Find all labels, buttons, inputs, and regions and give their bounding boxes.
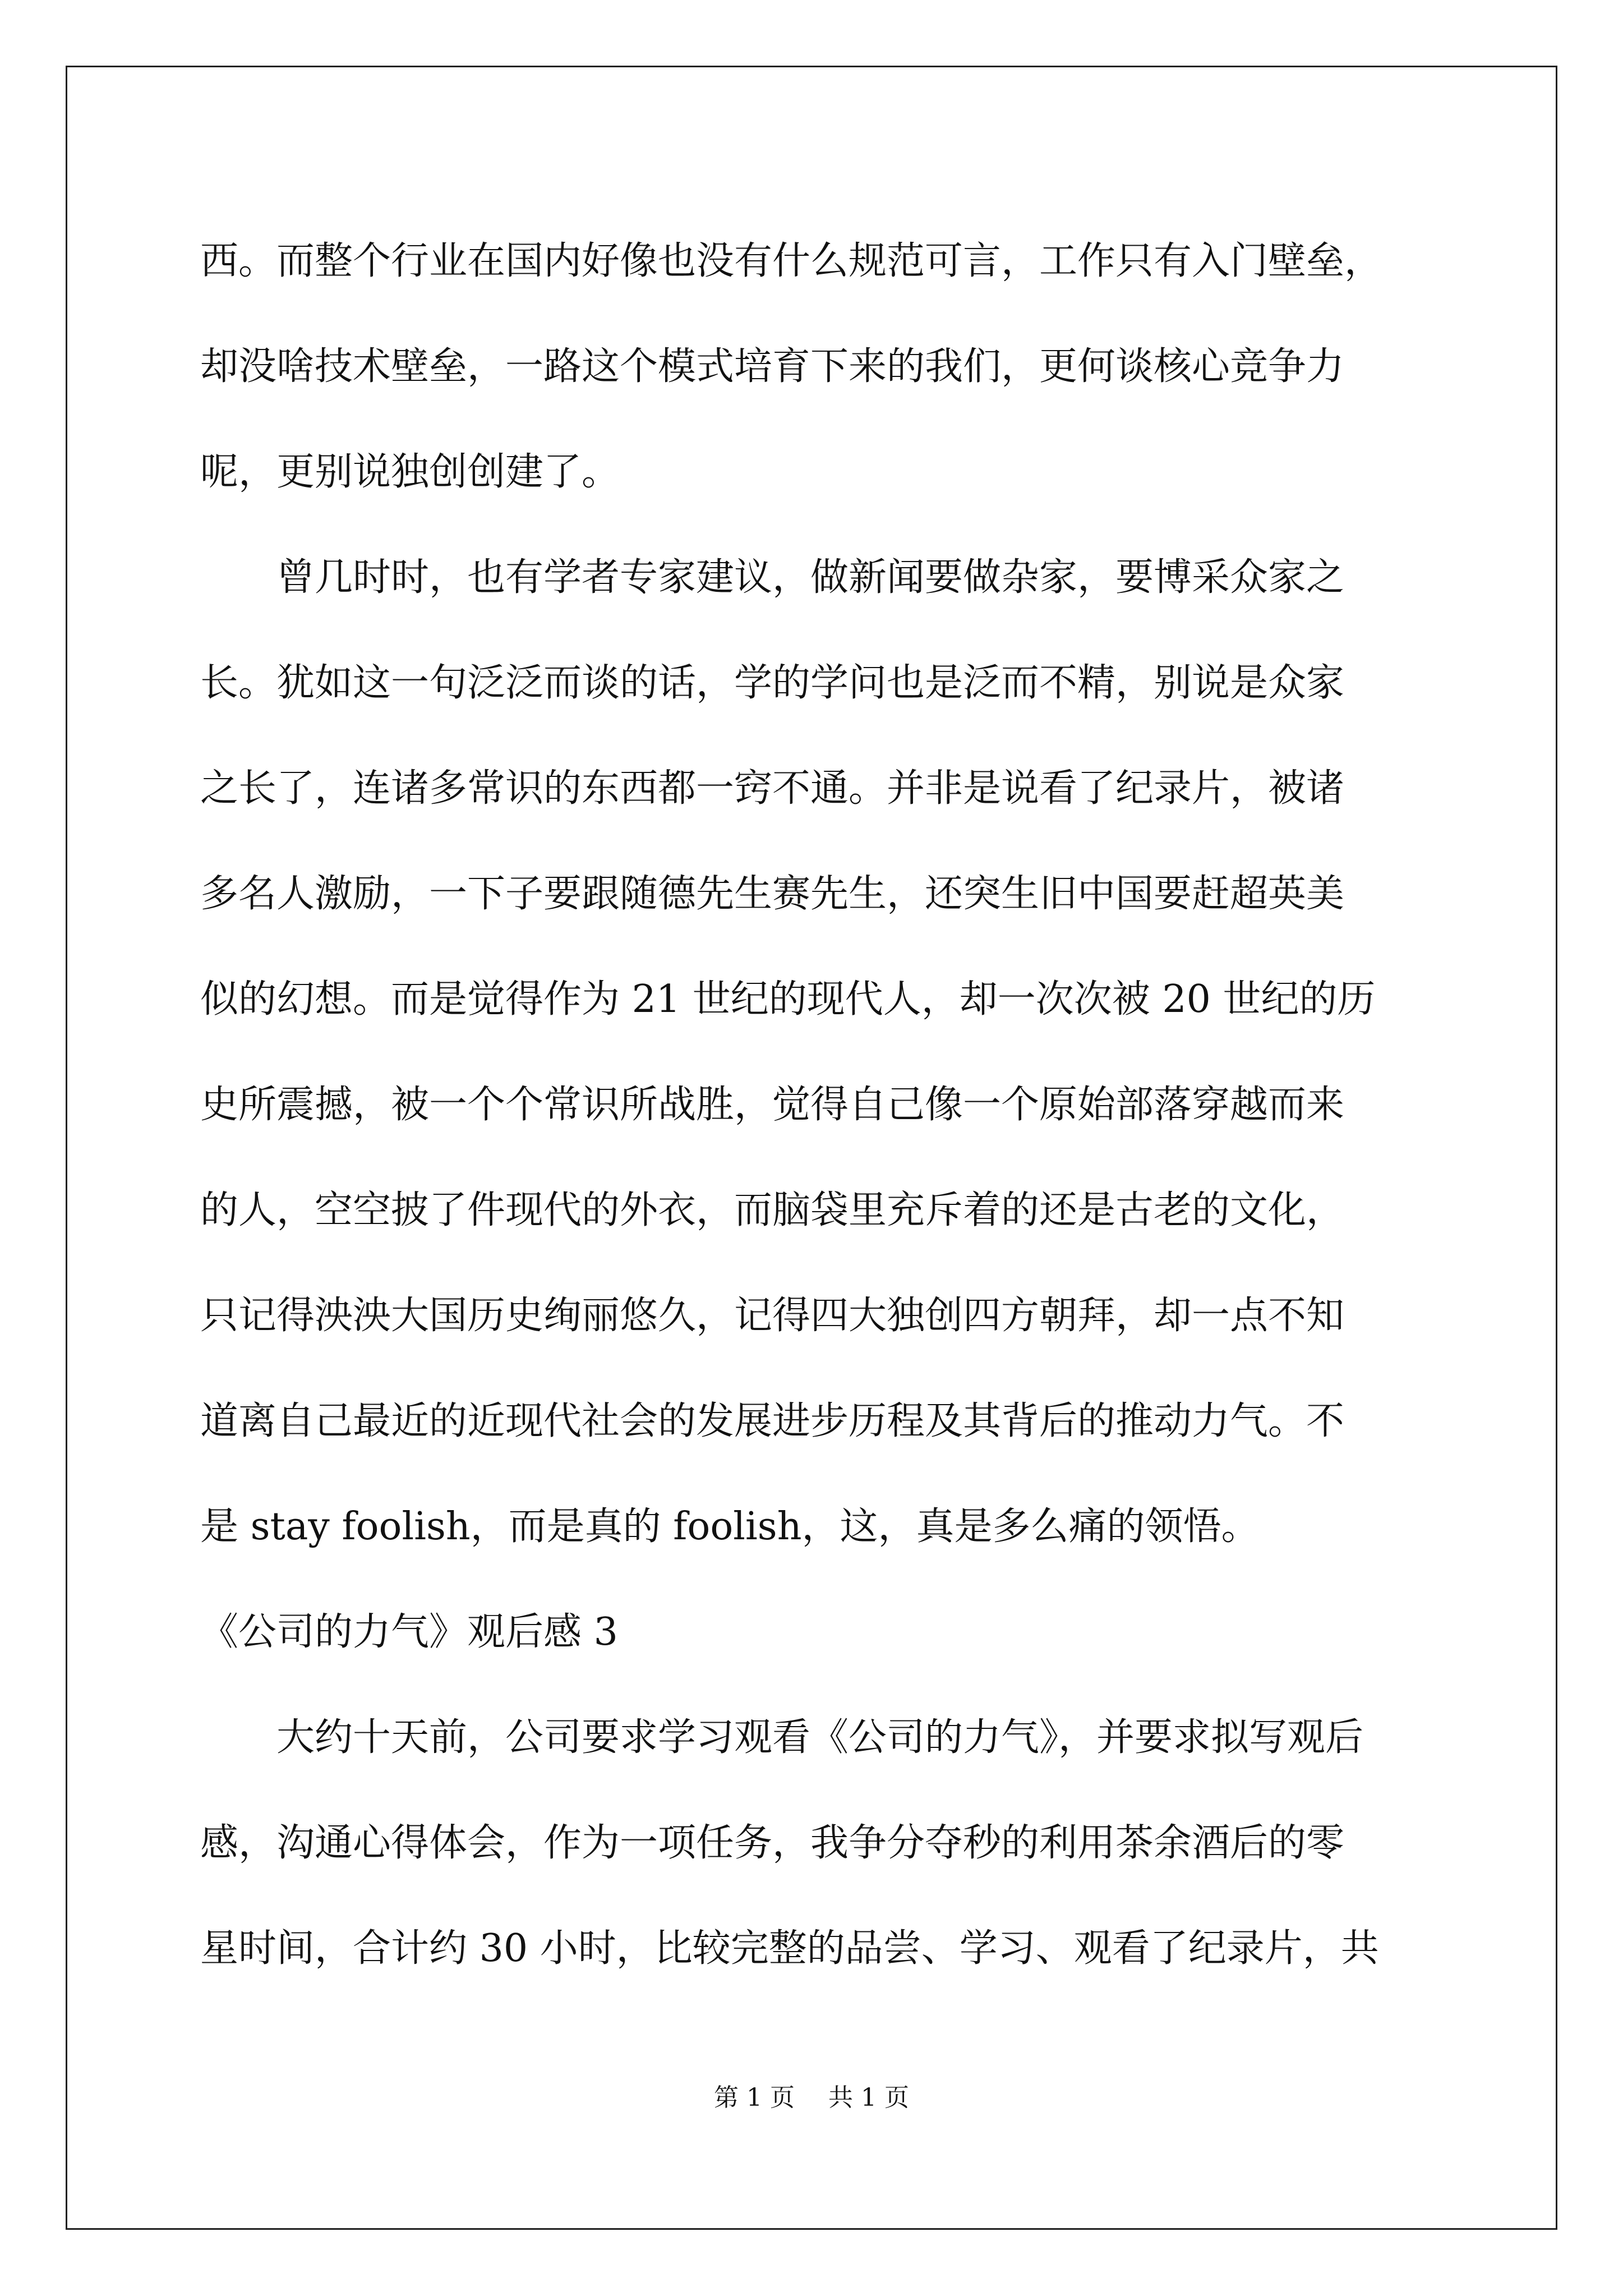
text-line: 星时间，合计约 30 小时，比较完整的品尝、学习、观看了纪录片，共 [200,1926,1379,1971]
section-heading: 《公司的力气》观后感 3 [200,1610,618,1654]
text-line: 之长了，连诸多常识的东西都一窍不通。并非是说看了纪录片，被诸 [200,766,1345,811]
text-line: 呢，更别说独创创建了。 [200,450,620,494]
page-total: 共 1 页 [828,2083,909,2112]
page-number: 第 1 页 [714,2083,795,2112]
text-line: 的人，空空披了件现代的外衣，而脑袋里充斥着的还是古老的文化， [200,1188,1345,1232]
text-line: 曾几时时，也有学者专家建议，做新闻要做杂家，要博采众家之 [276,555,1345,600]
document-body [200,209,1434,2001]
page-footer [0,2081,1623,2115]
text-line: 感，沟通心得体会，作为一项任务，我争分夺秒的利用茶余酒后的零 [200,1821,1345,1865]
text-line: 长。犹如这一句泛泛而谈的话，学的学问也是泛而不精，别说是众家 [200,661,1345,705]
text-line: 是 stay foolish，而是真的 foolish，这，真是多么痛的领悟。 [200,1504,1260,1549]
text-line: 西。而整个行业在国内好像也没有什么规范可言，工作只有入门壁垒， [200,239,1383,283]
text-line: 似的幻想。而是觉得作为 21 世纪的现代人，却一次次被 20 世纪的历 [200,977,1376,1022]
text-line: 道离自己最近的近现代社会的发展进步历程及其背后的推动力气。不 [200,1399,1345,1443]
text-line: 只记得泱泱大国历史绚丽悠久，记得四大独创四方朝拜，却一点不知 [200,1294,1345,1338]
text-line: 多名人激励，一下子要跟随德先生赛先生，还突生旧中国要赶超英美 [200,872,1345,916]
text-line: 史所震撼，被一个个常识所战胜，觉得自己像一个原始部落穿越而来 [200,1083,1345,1127]
text-line: 却没啥技术壁垒，一路这个模式培育下来的我们，更何谈核心竞争力 [200,344,1345,389]
text-line: 大约十天前，公司要求学习观看《公司的力气》，并要求拟写观后 [276,1715,1364,1760]
